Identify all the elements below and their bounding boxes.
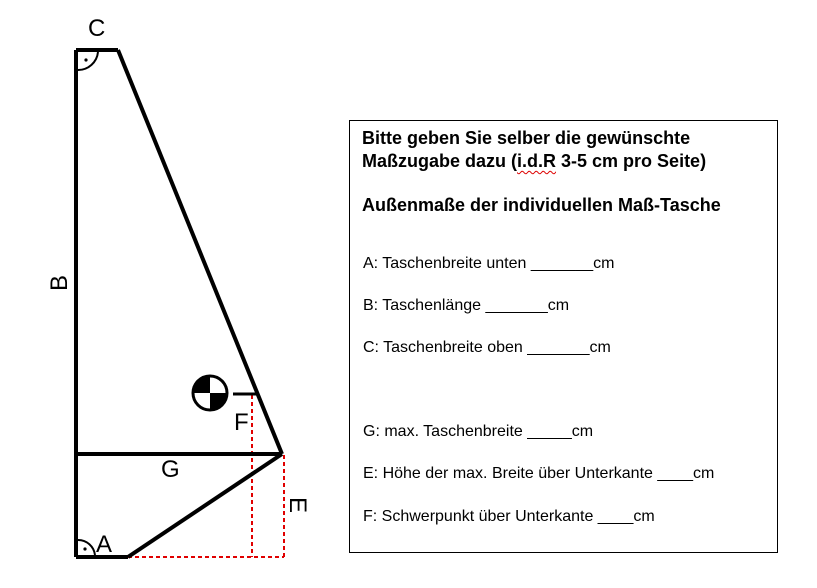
field-b: B: Taschenlänge _______cm [363, 297, 570, 314]
label-f: F [234, 409, 249, 436]
field-a: A: Taschenbreite unten _______cm [363, 255, 615, 272]
lower-diagonal [128, 454, 282, 557]
field-e: E: Höhe der max. Breite über Unterkante ____cm [363, 465, 715, 482]
intro-line-2 [362, 150, 765, 173]
field-c: C: Taschenbreite oben _______cm [363, 339, 611, 356]
label-g: G [161, 456, 180, 483]
right-angle-arc-top [78, 52, 98, 70]
right-angle-markers [78, 52, 98, 555]
intro-line-2-part-a: Maßzugabe dazu ( [362, 151, 518, 171]
intro-line-2-part-c: 3-5 cm pro Seite) [556, 151, 707, 171]
right-angle-dot-bottom [83, 547, 86, 550]
label-c: C [88, 15, 106, 42]
box-heading: Außenmaße der individuellen Maß-Tasche [362, 195, 721, 215]
intro-line-1: Bitte geben Sie selber die gewünschte [362, 128, 691, 148]
dashed-guides [128, 395, 284, 557]
right-angle-dot-top [84, 58, 87, 61]
measurement-info-box [349, 120, 778, 553]
field-g: G: max. Taschenbreite _____cm [363, 423, 594, 440]
label-b: B [46, 274, 73, 291]
center-of-gravity-icon [193, 376, 258, 410]
right-angle-arc-bottom [78, 540, 95, 555]
intro-line-2-spellcheck-word: i.d.R [517, 151, 557, 171]
label-e: E [284, 497, 311, 514]
field-f: F: Schwerpunkt über Unterkante ____cm [363, 508, 655, 525]
label-a: A [96, 531, 113, 558]
